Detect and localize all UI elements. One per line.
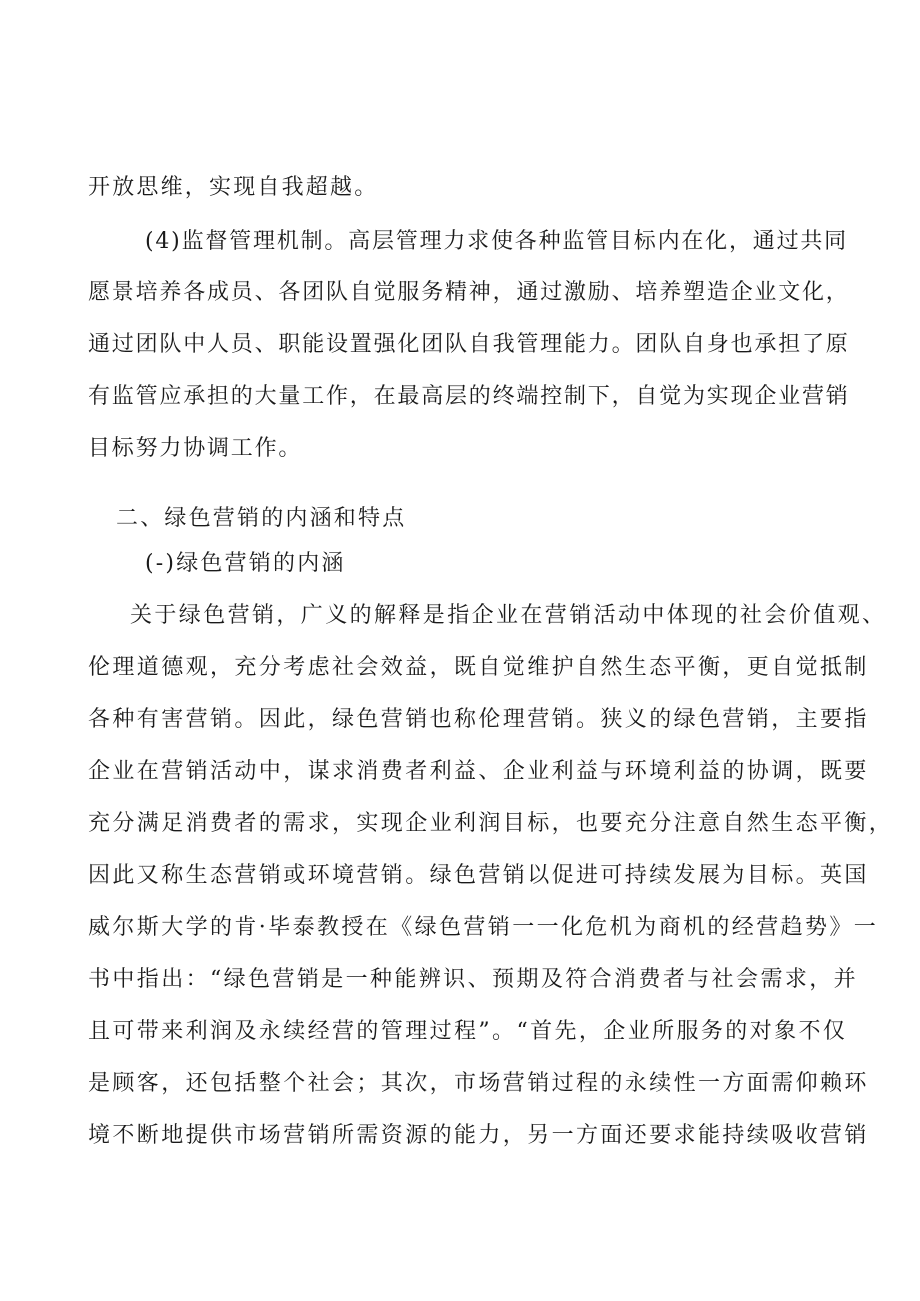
paragraph-line: 企业在营销活动中，谋求消费者利益、企业利益与环境利益的协调，既要	[88, 759, 869, 784]
subsection-heading: (-)绿色营销的内涵	[145, 551, 346, 576]
paragraph-line: 是顾客，还包括整个社会；其次，市场营销过程的永续性一方面需仰赖环	[88, 1071, 869, 1096]
paragraph-line: 有监管应承担的大量工作，在最高层的终端控制下，自觉为实现企业营销	[88, 384, 850, 409]
paragraph-line: 伦理道德观，充分考虑社会效益，既自觉维护自然生态平衡，更自觉抵制	[88, 655, 869, 680]
section-heading: 二、绿色营销的内涵和特点	[116, 506, 407, 531]
paragraph-line: 且可带来利润及永续经营的管理过程”。“首先，企业所服务的对象不仅	[88, 1019, 848, 1044]
paragraph-line: 威尔斯大学的肯·毕泰教授在《绿色营销一一化危机为商机的经营趋势》一	[88, 915, 879, 940]
paragraph-line: 充分满足消费者的需求，实现企业利润目标，也要充分注意自然生态平衡，	[88, 811, 894, 836]
paragraph-line: 因此又称生态营销或环境营销。绿色营销以促进可持续发展为目标。英国	[88, 863, 869, 888]
paragraph-line: 愿景培养各成员、各团队自觉服务精神，通过激励、培养塑造企业文化，	[88, 280, 850, 305]
paragraph-line: 开放思维，实现自我超越。	[88, 175, 379, 200]
paragraph-line: (4)监督管理机制。高层管理力求使各种监管目标内在化，通过共同	[145, 229, 848, 254]
paragraph-line: 书中指出：“绿色营销是一种能辨识、预期及符合消费者与社会需求，并	[88, 967, 859, 992]
paragraph-line: 关于绿色营销，广义的解释是指企业在营销活动中体现的社会价值观、	[130, 603, 887, 628]
paragraph-line: 目标努力协调工作。	[88, 436, 303, 461]
paragraph-line: 境不断地提供市场营销所需资源的能力，另一方面还要求能持续吸收营销	[88, 1123, 869, 1148]
paragraph-line: 通过团队中人员、职能设置强化团队自我管理能力。团队自身也承担了原	[88, 332, 850, 357]
paragraph-line: 各种有害营销。因此，绿色营销也称伦理营销。狭义的绿色营销，主要指	[88, 707, 869, 732]
